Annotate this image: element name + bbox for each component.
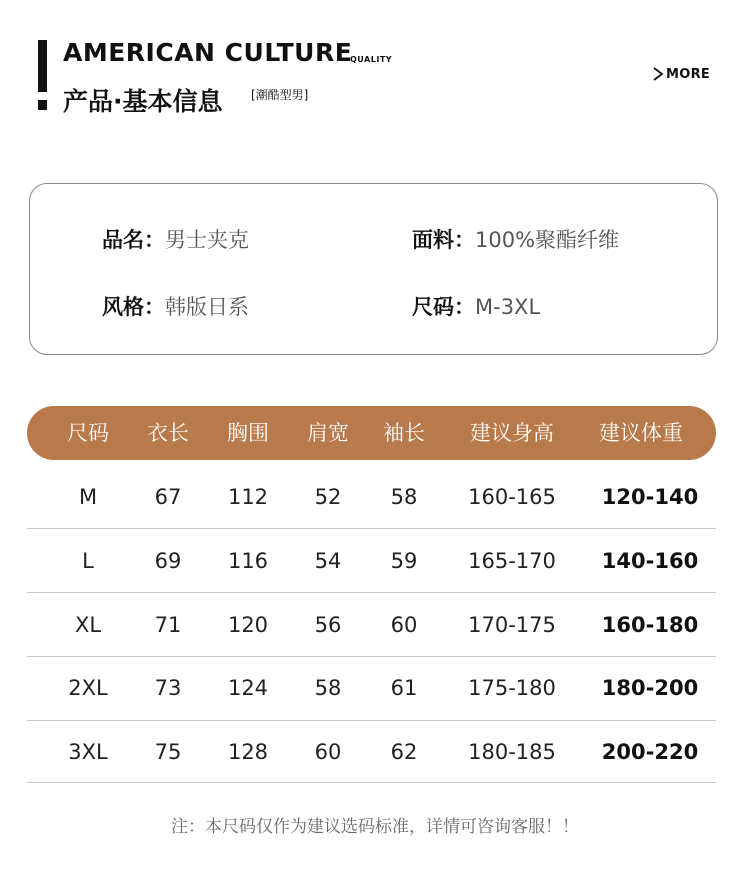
row-divider [27, 592, 716, 593]
info-material-value: 100%聚酯纤维 [475, 228, 620, 252]
info-material [412, 224, 619, 254]
section-tag: [潮酷型男] [251, 88, 309, 102]
table-row [27, 594, 716, 657]
cell-sleeve: 61 [390, 676, 418, 700]
cell-height: 175-180 [468, 676, 556, 700]
cell-chest: 120 [227, 613, 269, 637]
cell-weight: 180-200 [601, 676, 699, 700]
cell-sleeve: 58 [390, 485, 418, 509]
exclamation-bar-decoration [38, 40, 47, 92]
product-info-box [29, 183, 718, 355]
size-table-header [27, 406, 716, 460]
row-divider [27, 782, 716, 783]
cell-weight: 140-160 [601, 549, 699, 573]
cell-sleeve: 59 [390, 549, 418, 573]
cell-height: 170-175 [468, 613, 556, 637]
brand-title: AMERICAN CULTURE [63, 38, 353, 67]
cell-size: 3XL [68, 740, 108, 764]
cell-chest: 124 [227, 676, 269, 700]
cell-shoulder: 52 [314, 485, 342, 509]
info-name-label: 品名： [102, 228, 165, 252]
header-height: 建议身高 [470, 421, 554, 445]
cell-length: 69 [154, 549, 182, 573]
header-sleeve: 袖长 [383, 421, 425, 445]
header-length: 衣长 [147, 421, 189, 445]
more-label: MORE [666, 66, 711, 82]
info-style-value: 韩版日系 [165, 295, 249, 319]
more-link[interactable] [652, 66, 710, 82]
table-row [27, 721, 716, 784]
size-note: 注：本尺码仅作为建议选码标准，详情可咨询客服！！ [171, 817, 579, 837]
cell-length: 67 [154, 485, 182, 509]
cell-sleeve: 62 [390, 740, 418, 764]
cell-size: 2XL [68, 676, 108, 700]
table-row [27, 657, 716, 720]
cell-shoulder: 58 [314, 676, 342, 700]
cell-size: XL [74, 613, 102, 637]
cell-chest: 112 [227, 485, 269, 509]
cell-length: 71 [154, 613, 182, 637]
info-style [102, 291, 249, 321]
header-chest: 胸围 [227, 421, 269, 445]
table-row [27, 466, 716, 529]
info-name-value: 男士夹克 [165, 228, 249, 252]
cell-shoulder: 54 [314, 549, 342, 573]
row-divider [27, 528, 716, 529]
section-title: 产品·基本信息 [63, 87, 223, 116]
cell-shoulder: 60 [314, 740, 342, 764]
cell-length: 73 [154, 676, 182, 700]
cell-weight: 200-220 [601, 740, 699, 764]
cell-height: 160-165 [468, 485, 556, 509]
cell-chest: 116 [227, 549, 269, 573]
info-name [102, 224, 249, 254]
cell-height: 165-170 [468, 549, 556, 573]
info-material-label: 面料： [412, 228, 475, 252]
chevron-right-icon [652, 66, 664, 82]
info-size-label: 尺码： [412, 295, 475, 319]
exclamation-dot-decoration [38, 100, 47, 110]
cell-weight: 160-180 [601, 613, 699, 637]
brand-subtitle: QUALITY [350, 55, 393, 64]
header-weight: 建议体重 [599, 421, 683, 445]
cell-chest: 128 [227, 740, 269, 764]
cell-size: L [82, 549, 94, 573]
header-size: 尺码 [67, 421, 109, 445]
cell-size: M [78, 485, 98, 509]
table-row [27, 530, 716, 593]
info-style-label: 风格： [102, 295, 165, 319]
cell-length: 75 [154, 740, 182, 764]
header-shoulder: 肩宽 [307, 421, 349, 445]
cell-sleeve: 60 [390, 613, 418, 637]
info-size-value: M-3XL [475, 295, 541, 319]
cell-height: 180-185 [468, 740, 556, 764]
info-size [412, 291, 540, 321]
cell-shoulder: 56 [314, 613, 342, 637]
cell-weight: 120-140 [601, 485, 699, 509]
